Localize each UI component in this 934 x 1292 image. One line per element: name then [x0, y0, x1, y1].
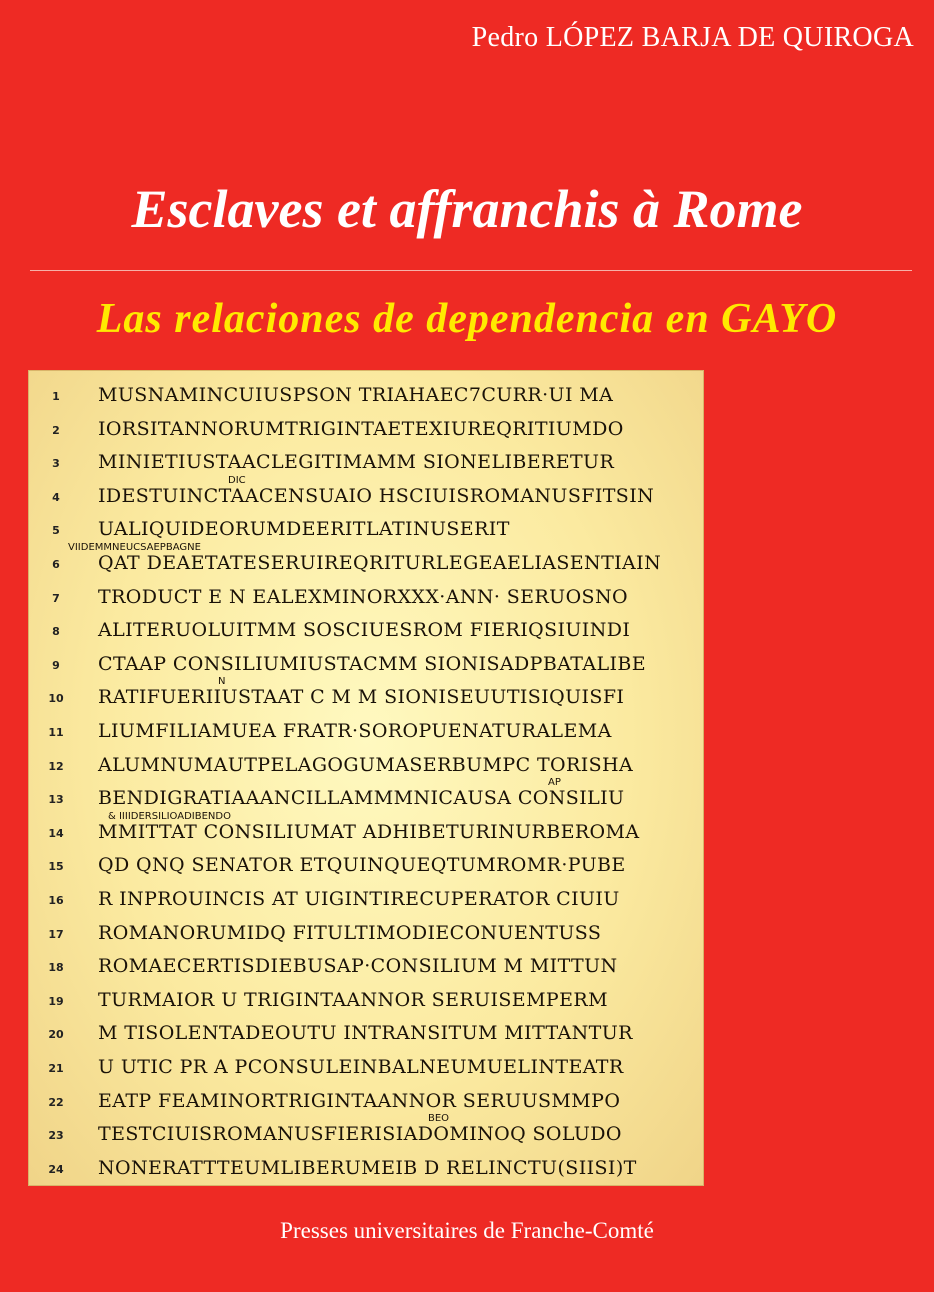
manuscript-text: ALUMNUMAUTPELAGOGUMASERBUMPC TORISHA — [98, 753, 634, 776]
manuscript-gloss: & IIIIDERSILIOADIBENDO — [108, 810, 231, 822]
manuscript-text: CTAAP CONSILIUMIUSTACMM SIONISADPBATALIBE — [98, 652, 647, 675]
line-number: 19 — [48, 994, 64, 1008]
line-number: 16 — [48, 894, 64, 907]
manuscript-text: MMITTAT CONSILIUMAT ADHIBETURINURBEROMA — [98, 820, 640, 843]
manuscript-text: ROMAECERTISDIEBUSAP·CONSILIUM M MITTUN — [98, 955, 618, 978]
manuscript-gloss: VIIDEMMNEUCSAEPBAGNE — [68, 542, 201, 553]
manuscript-text: R INPROUINCIS AT UIGINTIRECUPERATOR CIUIU — [98, 888, 620, 910]
manuscript-text: TESTCIUISROMANUSFIERISIADOMINOQ SOLUDO — [98, 1123, 622, 1146]
manuscript-text: U UTIC PR A PCONSULEINBALNEUMUELINTEATR — [98, 1056, 624, 1078]
line-number: 9 — [52, 658, 60, 672]
manuscript-text: TRODUCT E N EALEXMINORXXX·ANN· SERUOSNO — [98, 585, 628, 608]
line-number: 20 — [48, 1028, 64, 1042]
manuscript-gloss: DIC — [228, 474, 246, 486]
line-number: 12 — [48, 759, 64, 773]
book-subtitle: Las relaciones de dependencia en GAYO — [96, 296, 838, 342]
manuscript-text: LIUMFILIAMUEA FRATR·SOROPUENATURALEMA — [98, 720, 612, 742]
manuscript-line — [28, 754, 704, 788]
line-number: 5 — [52, 524, 60, 538]
manuscript-line — [28, 1157, 704, 1191]
book-title: Esclaves et affranchis à Rome — [131, 179, 803, 239]
manuscript-line — [28, 1022, 704, 1056]
manuscript-line — [28, 586, 704, 620]
line-number: 13 — [48, 793, 64, 807]
line-number: 11 — [48, 726, 64, 739]
manuscript-line — [28, 653, 704, 687]
manuscript-text: TURMAIOR U TRIGINTAANNOR SERUISEMPERM — [98, 988, 608, 1011]
line-number: 1 — [52, 390, 60, 403]
line-number: 18 — [48, 961, 64, 975]
manuscript-line — [28, 384, 704, 418]
manuscript-line — [28, 1056, 704, 1090]
line-number: 4 — [52, 490, 60, 504]
manuscript-line — [28, 854, 704, 888]
manuscript-line — [28, 619, 704, 653]
manuscript-line — [28, 1123, 704, 1157]
line-number: 14 — [48, 826, 64, 840]
manuscript-text: QAT DEAETATESERUIREQRITURLEGEAELIASENTIAIN — [98, 552, 662, 574]
line-number: 8 — [52, 625, 60, 639]
line-number: 6 — [52, 558, 60, 571]
manuscript-text: M TISOLENTADEOUTU INTRANSITUM MITTANTUR — [98, 1022, 633, 1045]
manuscript-image — [28, 370, 704, 1186]
line-number: 10 — [48, 692, 64, 706]
manuscript-gloss: BEO — [428, 1113, 450, 1125]
manuscript-line — [28, 720, 704, 754]
manuscript-text: EATP FEAMINORTRIGINTAANNOR SERUUSMMPO — [98, 1089, 621, 1112]
line-number: 22 — [48, 1095, 64, 1109]
manuscript-gloss: AP — [548, 777, 561, 789]
manuscript-line — [28, 821, 704, 855]
manuscript-line — [28, 686, 704, 720]
manuscript-line — [28, 922, 704, 956]
manuscript-line — [28, 418, 704, 452]
manuscript-line — [28, 955, 704, 989]
title-divider — [30, 270, 912, 271]
line-number: 21 — [48, 1062, 64, 1075]
manuscript-text: MINIETIUSTAACLEGITIMAMM SIONELIBERETUR — [98, 451, 615, 474]
manuscript-line — [28, 485, 704, 519]
manuscript-text: NONERATTTEUMLIBERUMEIB D RELINCTU(SIISI)T — [98, 1156, 637, 1179]
line-number: 15 — [48, 860, 64, 874]
line-number: 23 — [48, 1129, 64, 1143]
manuscript-gloss: N — [218, 676, 226, 688]
manuscript-text: ALITERUOLUITMM SOSCIUESROM FIERIQSIUINDI — [98, 619, 631, 642]
manuscript-line — [28, 451, 704, 485]
manuscript-text: BENDIGRATIAAANCILLAMMMNICAUSA CONSILIU — [98, 787, 625, 810]
line-number: 24 — [48, 1162, 64, 1176]
manuscript-text: IORSITANNORUMTRIGINTAETEXIUREQRITIUMDO — [98, 417, 624, 440]
manuscript-text: QD QNQ SENATOR ETQUINQUEQTUMROMR·PUBE — [98, 854, 626, 877]
manuscript-text: UALIQUIDEORUMDEERITLATINUSERIT — [98, 518, 510, 541]
line-number: 3 — [52, 457, 60, 471]
manuscript-text: IDESTUINCTAACENSUAIO HSCIUISROMANUSFITSIN — [98, 484, 655, 507]
author-name: Pedro LÓPEZ BARJA DE QUIROGA — [471, 22, 914, 53]
manuscript-text: ROMANORUMIDQ FITULTIMODIECONUENTUSS — [98, 921, 602, 944]
manuscript-text: MUSNAMINCUIUSPSON TRIAHAEC7CURR·UI MA — [98, 384, 614, 406]
line-number: 7 — [52, 591, 60, 605]
manuscript-text: RATIFUERIIUSTAAT C M M SIONISEUUTISIQUISFI — [98, 686, 625, 709]
manuscript-line — [28, 1090, 704, 1124]
manuscript-line — [28, 989, 704, 1023]
line-number: 2 — [52, 423, 60, 437]
line-number: 17 — [48, 927, 64, 941]
publisher-name: Presses universitaires de Franche-Comté — [280, 1218, 654, 1243]
manuscript-line — [28, 888, 704, 922]
manuscript-line — [28, 552, 704, 586]
